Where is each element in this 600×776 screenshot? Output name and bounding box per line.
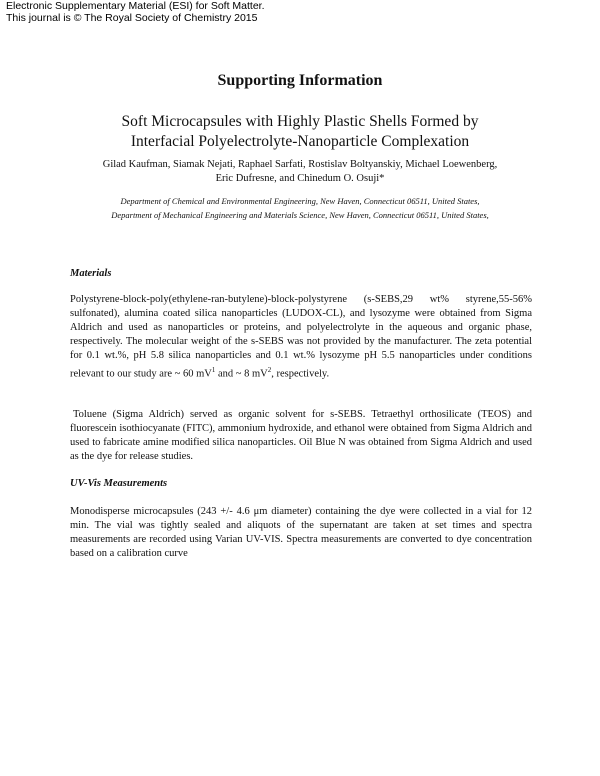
esi-header [6, 0, 265, 24]
materials-text-b: and ~ 8 mV [215, 368, 268, 380]
paper-title-line-2: Interfacial Polyelectrolyte-Nanoparticle Complexation [130, 133, 470, 150]
paper-title [60, 112, 540, 152]
affiliations [60, 194, 540, 222]
esi-copyright-line: This journal is © The Royal Society of Chemistry 2015 [6, 12, 258, 24]
materials-text-c: , respectively. [271, 368, 330, 380]
authors-line-1: Gilad Kaufman, Siamak Nejati, Raphael Sarfati, Rostislav Boltyanskiy, Michael Loewenberg, [102, 159, 498, 170]
affiliation-1: Department of Chemical and Environmental Engineering, New Haven, Connecticut 06511, United States, [120, 196, 480, 206]
authors-line-2: Eric Dufresne, and Chinedum O. Osuji* [215, 173, 385, 184]
materials-text-a: Polystyrene-block-poly(ethylene-ran-butylene)-block-polystyrene (s-SEBS,29 wt% styrene,55-56% sulfonated), alumina coated silica nanoparticles (LUDOX-CL), and lysozyme were obtained from Sigma Aldrich and used as nanoparticles or proteins, and polyelectrolyte in the aqueous and organic phase, respectively. The molecular weight of the s-SEBS was not provided by the manufacturer. The zeta potential for 0.1 wt.%, pH 5.8 silica nanoparticles and 0.1 wt.% lysozyme pH 5.5 nanoparticles under conditions relevant to our study are ~ 60 mV [70, 294, 532, 380]
materials-heading: Materials [70, 268, 112, 279]
uv-vis-heading: UV-Vis Measurements [70, 478, 168, 489]
materials-paragraph-2: Toluene (Sigma Aldrich) served as organic solvent for s-SEBS. Tetraethyl orthosilicate (TEOS) and fluorescein isothiocyanate (FITC), ammonium hydroxide, and ethanol were obtained from Sigma Aldrich and used to fabricate amine modified silica nanoparticles. Oil Blue N was obtained from Sigma Aldrich and used as the dye for release studies. [70, 409, 532, 462]
reference-superscript-2: 2 [267, 366, 272, 374]
supporting-information-heading: Supporting Information [217, 72, 383, 89]
uv-vis-paragraph: Monodisperse microcapsules (243 +/- 4.6 μm diameter) containing the dye were collected in a vial for 12 min. The vial was tightly sealed and aliquots of the supernatant are taken at set times and spectra measurements are recorded using Varian UV-VIS. Spectra measurements are converted to dye concentration based on a calibration curve [70, 506, 532, 559]
materials-paragraph-1 [70, 293, 532, 382]
affiliation-2: Department of Mechanical Engineering and Materials Science, New Haven, Connecticut 06511, United States, [111, 210, 489, 220]
author-list [55, 158, 545, 186]
reference-superscript-1: 1 [211, 366, 216, 374]
paper-title-line-1: Soft Microcapsules with Highly Plastic Shells Formed by [121, 113, 479, 130]
esi-journal-line: Electronic Supplementary Material (ESI) for Soft Matter. [6, 0, 265, 12]
